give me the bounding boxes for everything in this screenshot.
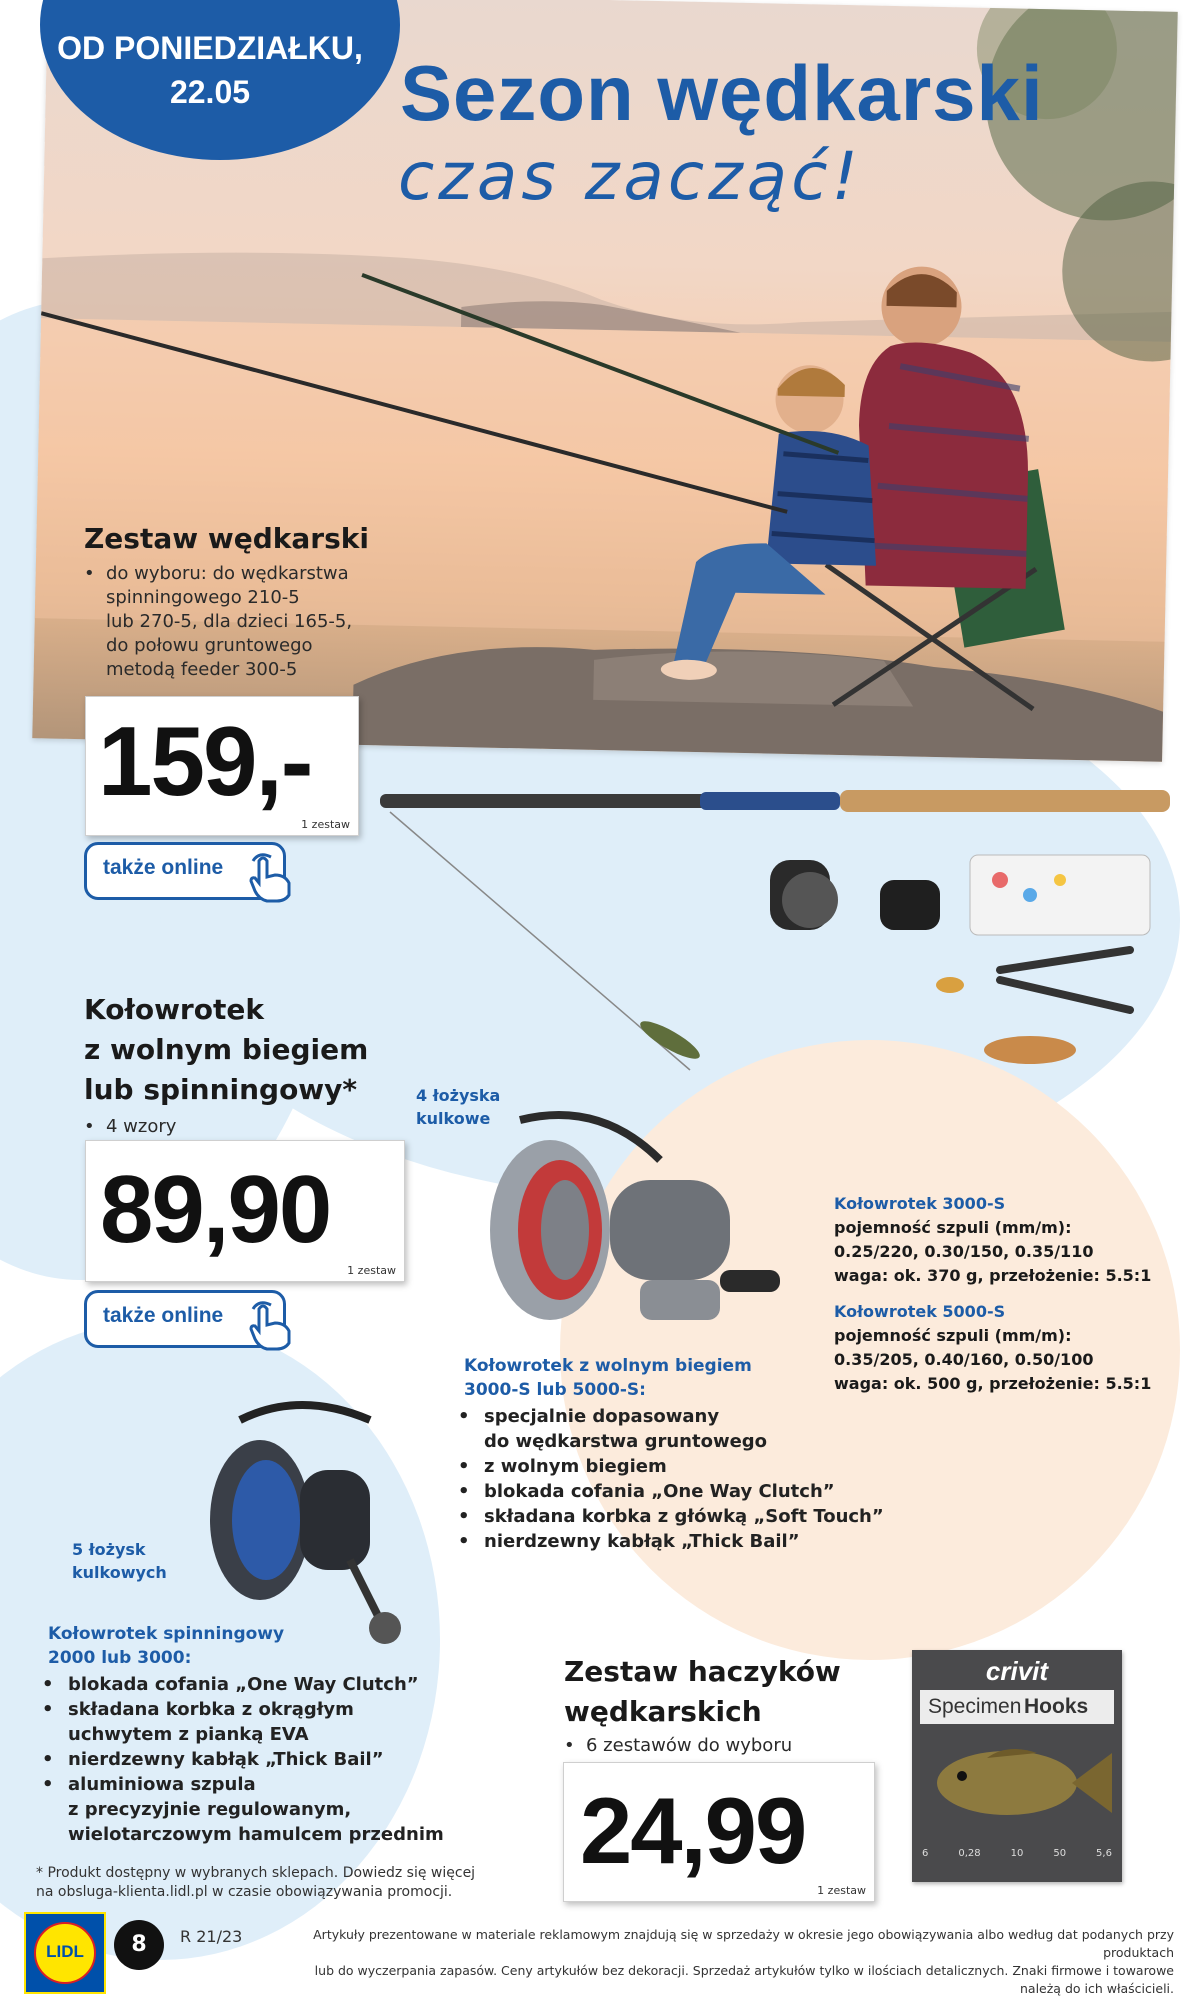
freewheel-reel-features — [458, 1404, 884, 1554]
page-number-text: 8 — [131, 1932, 147, 1957]
title-line: z wolnym biegiem — [84, 1033, 369, 1066]
spinning-reel-heading — [48, 1622, 284, 1670]
spinning-reel-features — [42, 1672, 444, 1847]
page-number — [114, 1920, 164, 1970]
issue-code: R 21/23 — [180, 1927, 243, 1946]
package-brand: crivit — [985, 1656, 1049, 1686]
feature-item: • specjalnie dopasowany — [458, 1404, 884, 1429]
also-online-button[interactable] — [84, 1290, 286, 1348]
price-box-fishing-set — [85, 696, 359, 836]
legal-line: Artykuły prezentowane w materiale reklamowym znajdują się w sprzedaży w okresie jego obowiązywania albo według dat podanych przy produktach — [313, 1927, 1174, 1960]
page-subtitle: czas zacząć! — [398, 138, 862, 215]
feature-item: • blokada cofania „One Way Clutch” — [42, 1672, 444, 1697]
title-line: Kołowrotek — [84, 993, 264, 1026]
feature-item: do wędkarstwa gruntowego — [484, 1431, 768, 1452]
freewheel-reel-heading — [464, 1354, 752, 1402]
spec-title-3000s: Kołowrotek 3000-S — [834, 1194, 1006, 1213]
feature-item: wielotarczowym hamulcem przednim — [68, 1824, 444, 1845]
heading-line: Kołowrotek spinningowy — [48, 1624, 285, 1644]
price-unit: 1 zestaw — [347, 1264, 396, 1277]
lidl-logo-text: LIDL — [46, 1942, 84, 1961]
label-line: kulkowych — [72, 1563, 167, 1582]
price-unit: 1 zestaw — [817, 1884, 866, 1897]
product-title-fishing-set: Zestaw wędkarski — [84, 522, 369, 555]
feature-item: • składana korbka z główką „Soft Touch” — [458, 1504, 884, 1529]
desc-line: • do wyboru: do wędkarstwa — [84, 562, 352, 586]
package-name-bar — [920, 1690, 1114, 1724]
spec-cell: 10 — [1010, 1848, 1024, 1859]
feature-item: • blokada cofania „One Way Clutch” — [458, 1479, 884, 1504]
package-name-specimen: Specimen — [928, 1695, 1022, 1718]
spinning-reel-illustration — [180, 1390, 420, 1650]
legal-line: lub do wyczerpania zapasów. Ceny artykułów bez dekoracji. Sprzedaż artykułów tylko w ilościach detalicznych. Znaki firmowe i towarowe należą do ich właścicieli. — [314, 1963, 1174, 1996]
product-title-hooks — [564, 1652, 841, 1732]
desc-text: 6 zestawów do wyboru — [586, 1735, 793, 1756]
bullet: • — [84, 1116, 95, 1137]
spec-cell: 50 — [1053, 1848, 1067, 1859]
freewheel-reel-illustration — [460, 1100, 800, 1340]
product-title-reel — [84, 990, 368, 1110]
desc-line: lub 270-5, dla dzieci 165-5, — [106, 611, 353, 632]
lidl-logo — [24, 1912, 106, 1994]
hand-pointer-icon — [245, 851, 297, 907]
spec-line: 0.35/205, 0.40/160, 0.50/100 — [834, 1350, 1094, 1369]
heading-line: 2000 lub 3000: — [48, 1648, 192, 1668]
also-online-label: także online — [103, 1304, 224, 1327]
title-line: Zestaw haczyków — [564, 1655, 841, 1688]
spec-cell: 6 — [922, 1848, 929, 1859]
heading-line: Kołowrotek z wolnym biegiem — [464, 1356, 752, 1376]
date-badge-text — [40, 26, 380, 114]
label-line: 4 łożyska — [416, 1086, 501, 1105]
feature-item: • nierdzewny kabłąk „Thick Bail” — [458, 1529, 884, 1554]
heading-line: 3000-S lub 5000-S: — [464, 1380, 646, 1400]
legal-text — [274, 1926, 1174, 1998]
date-badge-date: 22.05 — [169, 74, 251, 110]
product-desc-fishing-set — [84, 562, 352, 682]
date-badge-line1: OD PONIEDZIAŁKU, — [57, 30, 363, 66]
fishing-set-illustration — [370, 770, 1190, 1100]
label-line: kulkowe — [416, 1109, 491, 1128]
reel-specs — [834, 1192, 1151, 1396]
spec-line: waga: ok. 370 g, przełożenie: 5.5:1 — [834, 1266, 1152, 1285]
spec-title-5000s: Kołowrotek 5000-S — [834, 1302, 1006, 1321]
spec-cell: 0,28 — [958, 1848, 981, 1859]
price-reel: 89,90 — [100, 1156, 331, 1263]
carp-fish-icon — [917, 1728, 1117, 1838]
bearings-5-label — [72, 1538, 167, 1584]
note-line: na obsluga-klienta.lidl.pl w czasie obowiązywania promocji. — [36, 1884, 453, 1900]
spec-line: pojemność szpuli (mm/m): — [834, 1218, 1072, 1237]
feature-item: • z wolnym biegiem — [458, 1454, 884, 1479]
hand-pointer-icon — [245, 1299, 297, 1355]
desc-line: metodą feeder 300-5 — [106, 659, 298, 680]
title-line: wędkarskich — [564, 1695, 762, 1728]
price-box-reel — [85, 1140, 405, 1282]
hooks-package — [912, 1650, 1122, 1882]
also-online-label: także online — [103, 856, 224, 879]
feature-item: • aluminiowa szpula — [42, 1772, 444, 1797]
page-title: Sezon wędkarski — [400, 49, 1044, 137]
spec-line: 0.25/220, 0.30/150, 0.35/110 — [834, 1242, 1094, 1261]
package-name-hooks: Hooks — [1024, 1695, 1089, 1718]
note-line: * Produkt dostępny w wybranych sklepach. Dowiedz się więcej — [36, 1865, 476, 1881]
desc-line: do połowu gruntowego — [106, 635, 313, 656]
package-spec-table — [922, 1848, 1112, 1872]
title-line: lub spinningowy* — [84, 1073, 358, 1106]
spec-cell: 5,6 — [1096, 1848, 1112, 1859]
availability-footnote — [36, 1864, 475, 1902]
price-hooks: 24,99 — [580, 1778, 806, 1883]
desc-text: 4 wzory — [106, 1116, 177, 1137]
also-online-button[interactable] — [84, 842, 286, 900]
feature-item: z precyzyjnie regulowanym, — [68, 1799, 352, 1820]
feature-item: uchwytem z pianką EVA — [68, 1724, 309, 1745]
product-desc-reel — [84, 1115, 176, 1139]
price-fishing-set: 159,- — [98, 706, 312, 816]
product-desc-hooks — [564, 1734, 792, 1758]
feature-item: • składana korbka z okrągłym — [42, 1697, 444, 1722]
bullet: • — [564, 1735, 575, 1756]
feature-item: • nierdzewny kabłąk „Thick Bail” — [42, 1747, 444, 1772]
price-unit: 1 zestaw — [301, 818, 350, 831]
price-box-hooks — [563, 1762, 875, 1902]
spec-line: pojemność szpuli (mm/m): — [834, 1326, 1072, 1345]
desc-line: spinningowego 210-5 — [106, 587, 300, 608]
label-line: 5 łożysk — [72, 1540, 146, 1559]
spec-line: waga: ok. 500 g, przełożenie: 5.5:1 — [834, 1374, 1152, 1393]
